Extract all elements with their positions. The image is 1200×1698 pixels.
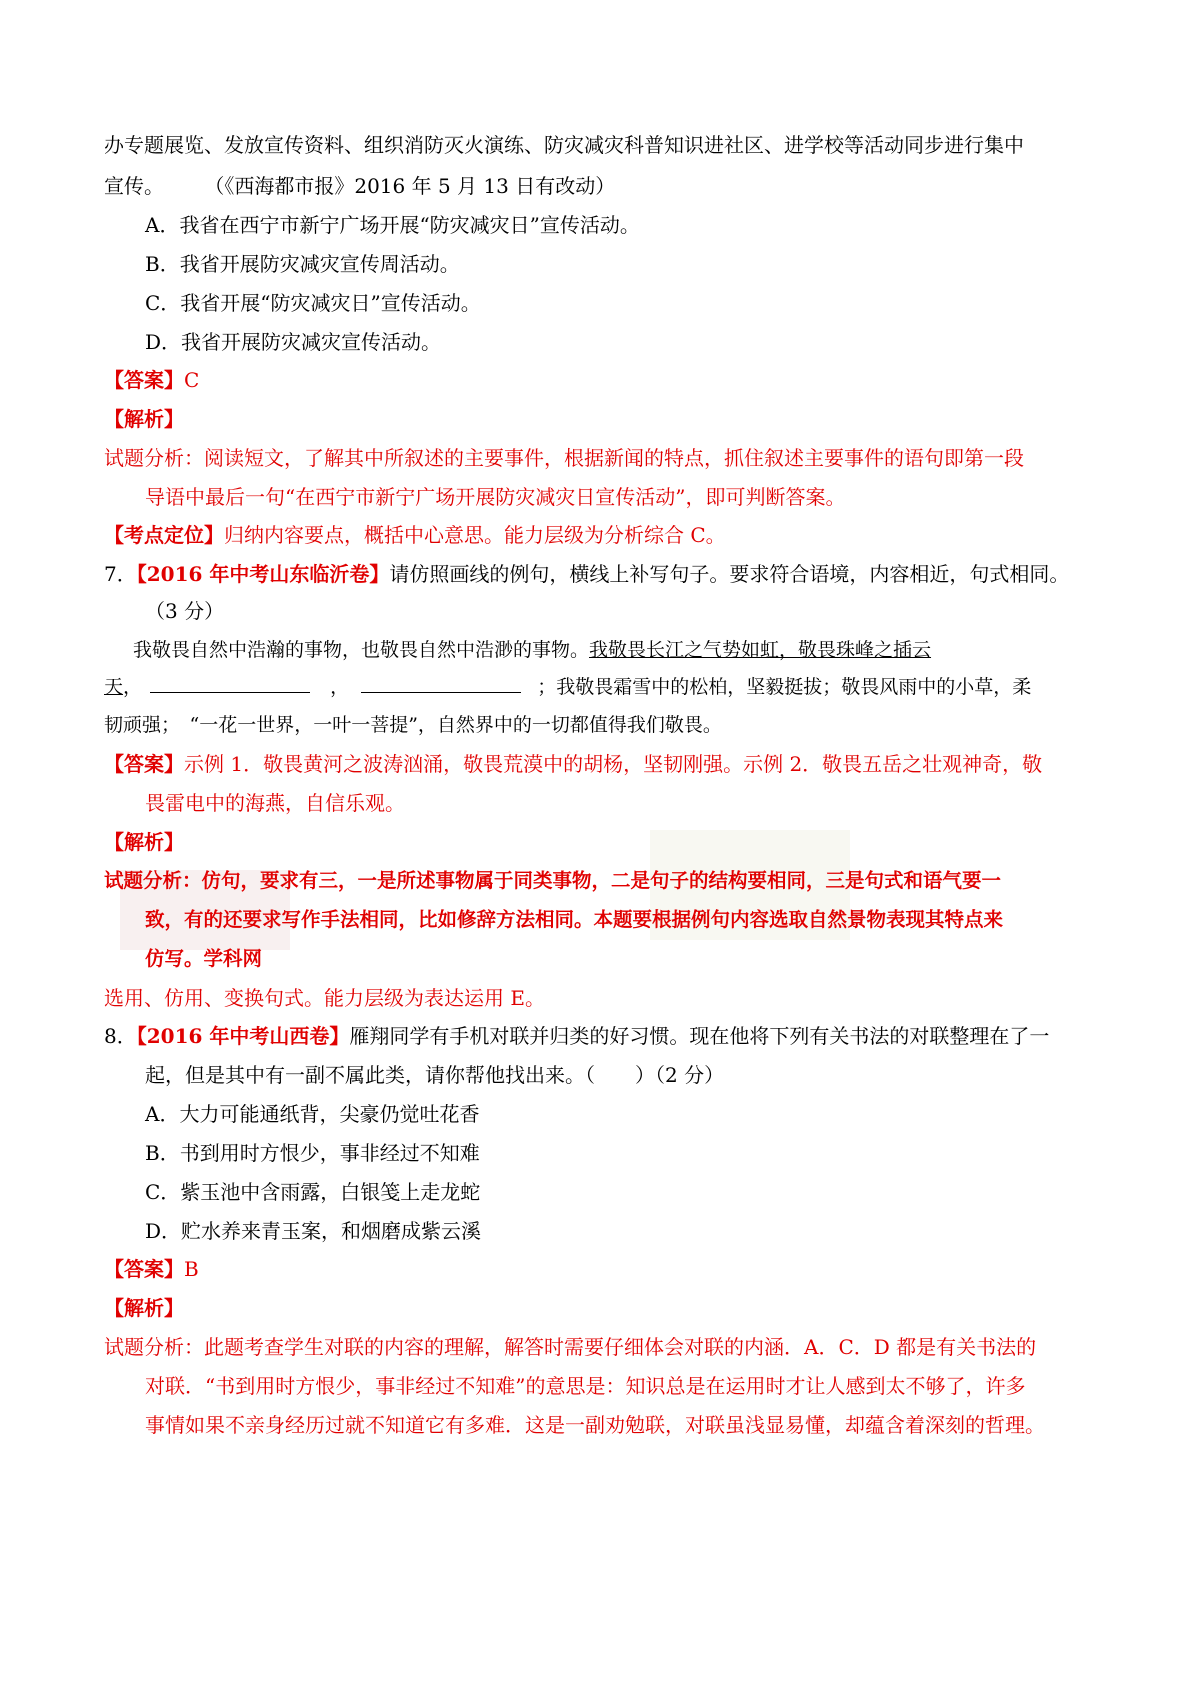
- q7-blank-1[interactable]: [150, 674, 310, 693]
- q6-answer: [104, 367, 199, 393]
- q7-kaodian: 选用、仿用、变换句式。能力层级为表达运用 E。: [104, 986, 545, 1010]
- q6-analysis-label: 【解析】: [104, 407, 184, 431]
- q7-passage-line-3: 韧顽强； “一花一世界，一叶一菩提”，自然界中的一切都值得我们敬畏。: [104, 714, 722, 736]
- q7-answer-line-2: 畏雷电中的海燕，自信乐观。: [145, 791, 405, 815]
- q8-analysis-label: 【解析】: [104, 1296, 184, 1320]
- q7-source: 【2016 年中考山东临沂卷】: [136, 562, 390, 586]
- q7-comma-1: ，: [123, 676, 143, 698]
- intro-line-2: [104, 173, 615, 199]
- q7-stem: [104, 561, 1069, 587]
- q6-analysis-line-1: 试题分析：阅读短文，了解其中所叙述的主要事件，根据新闻的特点，抓住叙述主要事件的语句即第一段: [104, 446, 1024, 470]
- q6-option-d: D．我省开展防灾减灾宣传活动。: [145, 330, 442, 354]
- q6-option-c: C．我省开展“防灾减灾日”宣传活动。: [145, 291, 481, 315]
- kaodian-text: 归纳内容要点，概括中心意思。能力层级为分析综合 C。: [224, 523, 726, 547]
- q6-option-b: B．我省开展防灾减灾宣传周活动。: [145, 252, 460, 276]
- q6-analysis-line-2: 导语中最后一句“在西宁市新宁广场开展防灾减灾日宣传活动”，即可判断答案。: [145, 485, 846, 509]
- q8-option-b: B．书到用时方恨少，事非经过不知难: [145, 1141, 480, 1165]
- q7-blank-2[interactable]: [361, 674, 521, 693]
- q8-option-c: C．紫玉池中含雨露，白银笺上走龙蛇: [145, 1180, 481, 1204]
- answer-value: C: [184, 368, 200, 392]
- q7-passage-1a: 我敬畏自然中浩瀚的事物，也敬畏自然中浩渺的事物。: [133, 639, 590, 661]
- q7-analysis-label: 【解析】: [104, 830, 184, 854]
- q8-analysis-line-2: 对联．“书到用时方恨少，事非经过不知难”的意思是：知识总是在运用时才让人感到太不够了，许多: [145, 1374, 1026, 1398]
- q8-analysis-line-1: 试题分析：此题考查学生对联的内容的理解，解答时需要仔细体会对联的内涵．A．C．D 都是有关书法的: [104, 1335, 1037, 1359]
- answer-label: 【答案】: [104, 368, 184, 392]
- q7-score: （3 分）: [145, 599, 225, 623]
- q8-stem: [104, 1023, 1049, 1049]
- q7-analysis-line-3: 仿写。学科网: [145, 947, 263, 970]
- q8-source: 【2016 年中考山西卷】: [136, 1024, 350, 1048]
- answer-value: B: [184, 1257, 199, 1281]
- kaodian-label: 【考点定位】: [104, 523, 224, 547]
- intro-source: （《西海都市报》2016 年 5 月 13 日有改动）: [204, 174, 616, 198]
- q7-answer: [104, 751, 1042, 777]
- answer-label: 【答案】: [104, 752, 184, 776]
- q7-answer-line-1: 示例 1．敬畏黄河之波涛汹涌，敬畏荒漠中的胡杨，坚韧刚强。示例 2．敬畏五岳之壮观神奇，敬: [184, 752, 1043, 776]
- q7-analysis-line-2: 致，有的还要求写作手法相同，比如修辞方法相同。本题要根据例句内容选取自然景物表现其特点来: [145, 908, 1004, 931]
- q8-number: 8．: [104, 1024, 137, 1048]
- q6-option-a: A．我省在西宁市新宁广场开展“防灾减灾日”宣传活动。: [145, 213, 640, 237]
- q8-option-d: D．贮水养来青玉案，和烟磨成紫云溪: [145, 1219, 482, 1243]
- q8-analysis-line-3: 事情如果不亲身经历过就不知道它有多难．这是一副劝勉联，对联虽浅显易懂，却蕴含着深刻的哲理。: [145, 1413, 1045, 1437]
- q7-passage-line-2: [104, 674, 1031, 700]
- q7-underlined-example-end: 天: [104, 676, 124, 698]
- q6-kaodian: [104, 522, 726, 548]
- q7-analysis-line-1: 试题分析：仿句，要求有三，一是所述事物属于同类事物，二是句子的结构要相同，三是句式和语气要一: [104, 869, 1002, 892]
- q8-option-a: A．大力可能通纸背，尖豪仍觉吐花香: [145, 1102, 480, 1126]
- intro-line-2-a: 宣传。: [104, 174, 164, 198]
- q7-stem-text: 请仿照画线的例句，横线上补写句子。要求符合语境，内容相近，句式相同。: [389, 562, 1070, 586]
- q8-answer: [104, 1256, 199, 1282]
- q7-number: 7．: [104, 562, 137, 586]
- q8-stem-line-2: 起，但是其中有一副不属此类，请你帮他找出来。（ ）（2 分）: [145, 1063, 725, 1087]
- q7-comma-2: ，: [330, 676, 350, 698]
- q7-underlined-example: 我敬畏长江之气势如虹，敬畏珠峰之插云: [589, 639, 932, 661]
- q8-stem-text: 雁翔同学有手机对联并归类的好习惯。现在他将下列有关书法的对联整理在了一: [349, 1024, 1050, 1048]
- q7-passage-line-1: [133, 637, 931, 663]
- answer-label: 【答案】: [104, 1257, 184, 1281]
- q7-passage-2d: ；我敬畏霜雪中的松柏，坚毅挺拔；敬畏风雨中的小草，柔: [537, 676, 1032, 698]
- intro-line-1: 办专题展览、发放宣传资料、组织消防灭火演练、防灾减灾科普知识进社区、进学校等活动同步进行集中: [104, 133, 1024, 157]
